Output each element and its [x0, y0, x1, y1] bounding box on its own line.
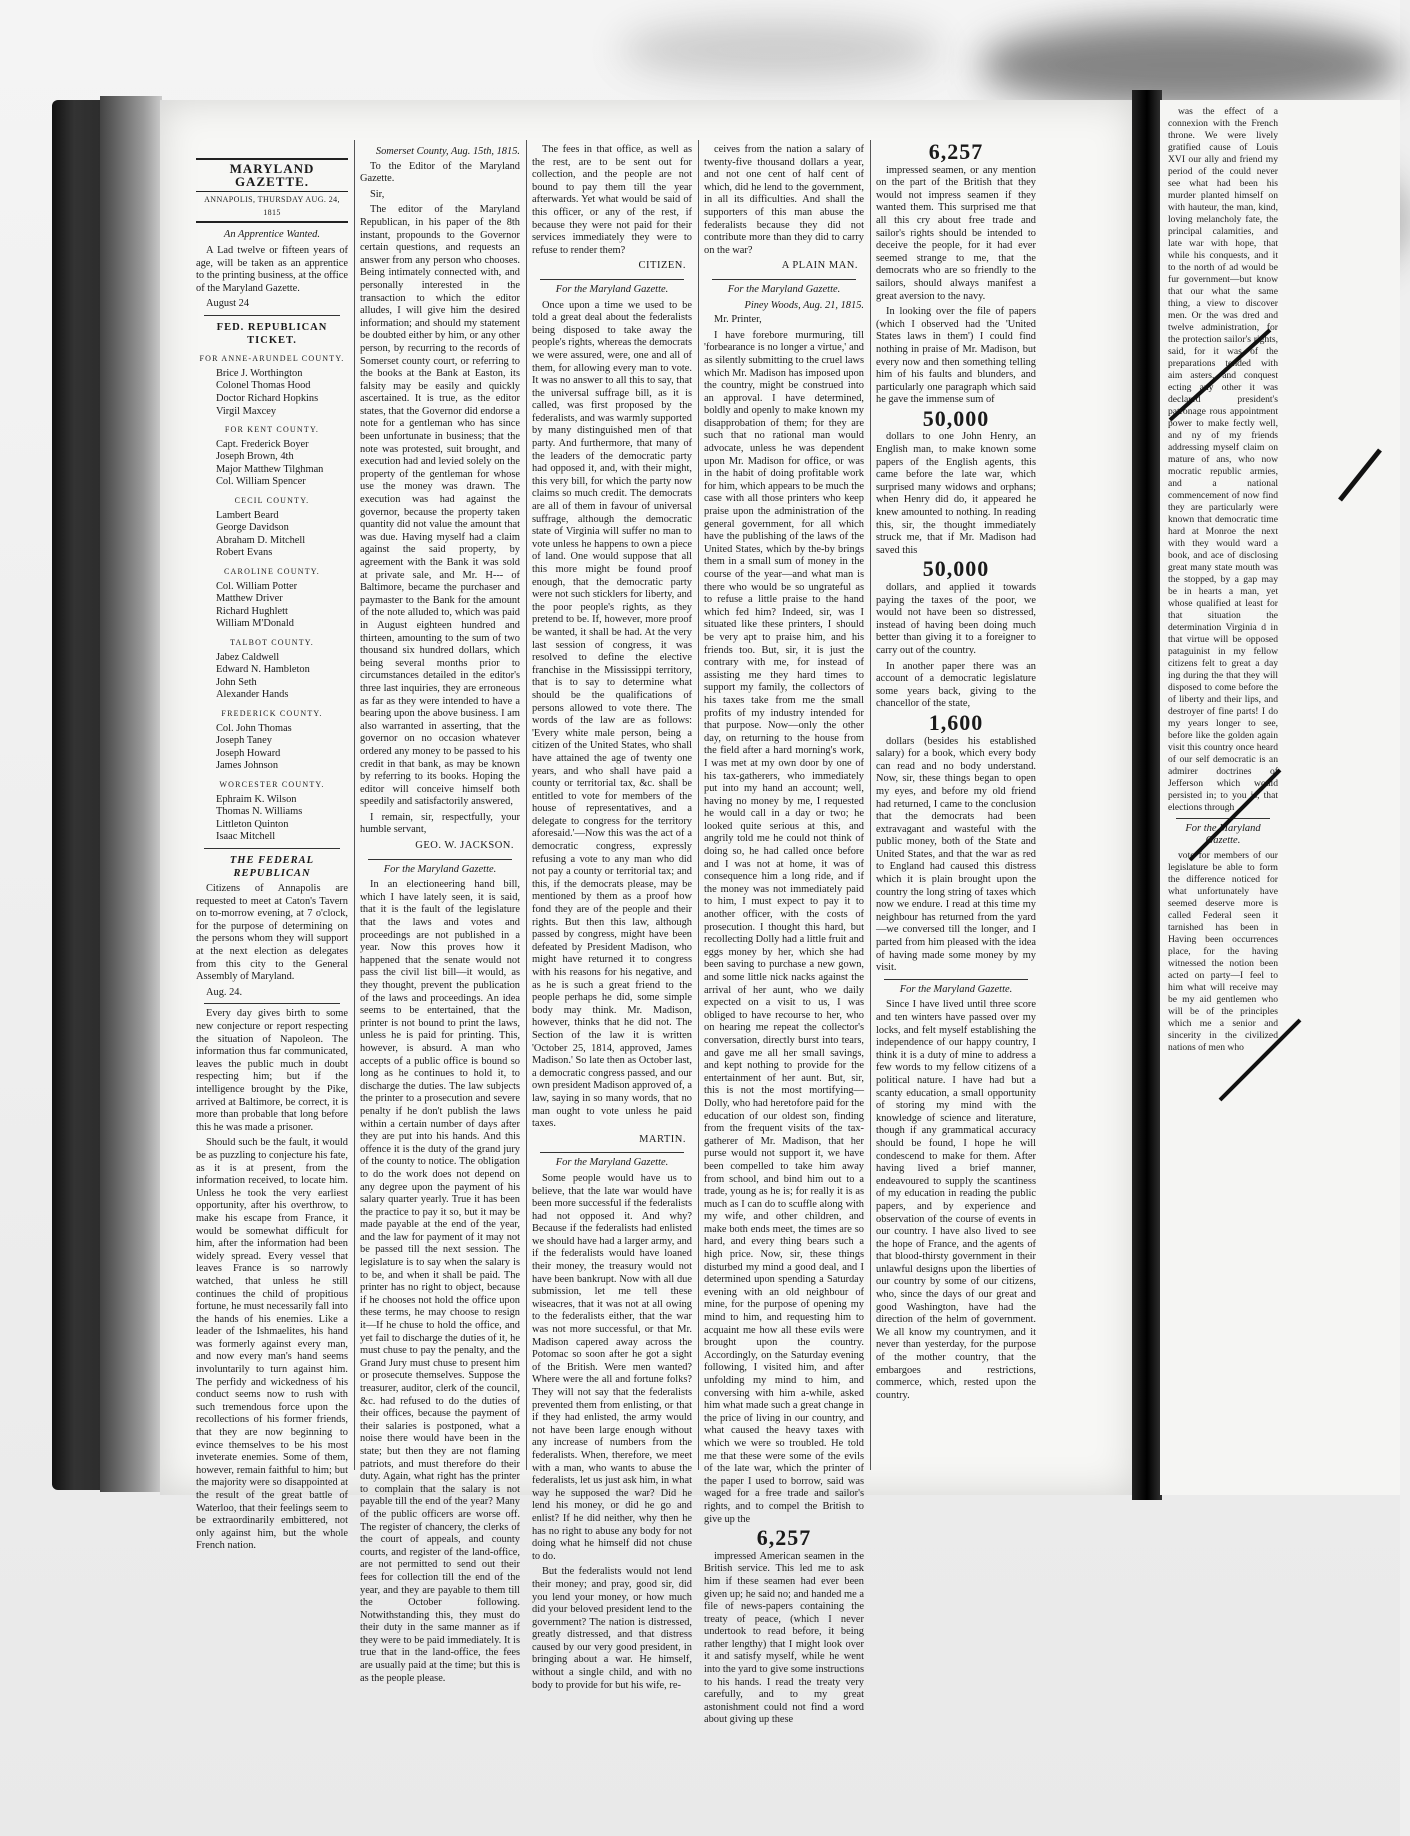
- article-body: Since I have lived until three score and ten winters have passed over my locks, and felt myself establishing the independence of our happy country, I think it is a duty of mine to address a few words to my fellow citizens of a political nature. I have had but a scanty education, a small opportunity of storing my mind with the knowledge of science and literature, though if any grammatical accuracy should be found, I hope he will condescend to make for them. After having lived a brief manner, endeavoured to supply the scantiness of my education in reading the public papers, and by experience and observation of the course of events in our country. I have also lived to see the hope of France, and the agents of that blood-thirsty government in their unlawful designs upon the liberties of our country by some of our citizens, who, since the days of our great and good Washington, have had the direction of the helm of government. We all know my countrymen, and it never than yesterday, for the purpose of the mother country, that the embargoes and restrictions, commerce, which, rested upon the country.: [876, 999, 1036, 1401]
- article-body: dollars to one John Henry, an English man, to make known some papers of the English agents, this came before the late war, which surprised many widows and orphans; when Henry did do, it appeared he knew amounted to nothing. In reading this, sir, the thought immediately struck me, that if Mr. Madison had saved this: [876, 431, 1036, 556]
- candidate-name: Col. John Thomas: [216, 722, 292, 734]
- divider: [368, 859, 512, 860]
- county-list: [196, 353, 348, 844]
- candidate-name: Abraham D. Mitchell: [216, 534, 306, 546]
- article-signature: CITIZEN.: [638, 260, 686, 272]
- article-body: impressed seamen, or any mention on the part of the British that they would not impress seamen if they wanted them. This surprised me that all this cry about free trade and sailor's rights should be intended to deceive the people, for it had ever seemed strange to me, that the democrats who are so friendly to the sailors, should always manifest a great aversion to the navy.: [876, 164, 1036, 302]
- divider: [204, 848, 340, 849]
- letter-signature: GEO. W. JACKSON.: [415, 840, 514, 852]
- candidate-name: William M'Donald: [216, 618, 294, 630]
- candidate-name: Richard Hughlett: [216, 605, 288, 617]
- candidate-name: Joseph Brown, 4th: [216, 451, 294, 463]
- county-heading: FOR KENT COUNTY.: [224, 425, 320, 435]
- divider: [1176, 818, 1270, 819]
- column-rule: [870, 140, 871, 1470]
- article-heading: For the Maryland Gazette.: [555, 283, 669, 295]
- masthead-title: MARYLAND GAZETTE.: [196, 158, 348, 192]
- large-figure: 6,257: [756, 1525, 812, 1551]
- article-signature: A PLAIN MAN.: [781, 260, 858, 272]
- facing-page: [1160, 100, 1400, 1495]
- fedrep-heading: THE FEDERAL REPUBLICAN: [229, 854, 315, 879]
- letter-dateline: Piney Woods, Aug. 21, 1815.: [744, 299, 864, 311]
- article-body: The fees in that office, as well as the rest, are to be sent out for collection, and the people are not bound to pay them till the year afterwards. Yet what would be said of this officer, or any of the rest, if because they were not paid for their services immediately they were to refuse to render them?: [532, 144, 692, 256]
- column-6: [1168, 106, 1278, 1426]
- county-heading: FREDERICK COUNTY.: [221, 708, 323, 718]
- article-heading: For the Maryland Gazette.: [1185, 823, 1261, 846]
- divider: [712, 279, 856, 280]
- divider: [204, 1003, 340, 1004]
- candidate-name: Alexander Hands: [216, 689, 289, 701]
- article-body: In another paper there was an account of a democratic legislature some years back, giving to the chancellor of the state,: [876, 660, 1036, 710]
- letter-salutation: Mr. Printer,: [714, 314, 762, 326]
- county-heading: FOR ANNE-ARUNDEL COUNTY.: [199, 354, 345, 364]
- candidate-name: Joseph Howard: [216, 747, 281, 759]
- napoleon-paragraph-1: Every day gives birth to some new conjecture or report respecting the situation of Napoleon. The information thus far communicated, leaves the public much in doubt respecting him; but if the intelligence brought by the Pike, arrived at Baltimore, be correct, it is more than probable that long before this he was made a prisoner.: [196, 1008, 348, 1133]
- candidate-name: Littleton Quinton: [216, 818, 289, 830]
- article-body: dollars (besides his established salary) for a book, which every body can read and no body understand. Now, sir, these things began to open my eyes, and before my old friend had returned, I came to the conclusion that the democrats had been extravagant and wasteful with the public money, both of the State and United States, and that the war as red to England had caused this distress which it is plain brought upon the country the long string of taxes which now we endure. I read at this time my neighbour has returned from the yard—we conversed till the longer, and I parted from him pleased with the idea of having made some money by my visit.: [876, 735, 1036, 974]
- county-heading: CAROLINE COUNTY.: [224, 567, 320, 577]
- article-body: But the federalists would not lend their money; and pray, good sir, did you lend your money, or how much did your beloved president lend to the government? The nation is distressed, greatly distressed, and that distress caused by our very good president, in bringing about a war. He himself, without a single child, and with no body to provide for but his wife, re-: [532, 1566, 692, 1691]
- ticket-title: FED. REPUBLICAN TICKET.: [216, 321, 328, 346]
- apprentice-body: A Lad twelve or fifteen years of age, will be taken as an apprentice to the printing business, at the office of the Maryland Gazette.: [196, 244, 348, 294]
- candidate-name: Major Matthew Tilghman: [216, 463, 324, 475]
- article-body: In an electioneering hand bill, which I have lately seen, it is said, that it is the fault of the legislature that the laws and votes and proceedings are not published in a year. Now this proves how it happened that the senate would not pass the civil list bill—it would, as they thought, prevent the publication of the laws and proceedings. An idea seems to be entertained, that the printer is not bound to print the laws, unless he is paid for printing. This, however, is absurd. A man who accepts of a public office is bound so long as he continues to hold it, to discharge the duties. The law subjects the printer to a prosecution and severe penalty if he don't publish the laws within a certain number of days after they are put into his hands. And this offence it is the duty of the grand jury of the county to notice. The obligation to do the work does not depend on any degree upon the payment of his salary quarter yearly. True it has been the practice to pay it so, but it may be made payable at the end of the year, and the law for payment of it may not be passed till the next session. The legislature is to say when the salary is to be, and when it shall be paid. The printer has no right to object, because if he chooses not hold the office upon these terms, he may choose to resign it—If he chuse to hold the office, and yet fail to discharge the duties of it, he must chuse to pay the penalty, and the Grand Jury must chuse to present him or prosecute themselves. Suppose the treasurer, auditor, clerk of the council, &c. had refused to do the duties of their offices, because the payment of their salaries is postponed, what a noise there would have been in the state; but then they are not flaming patriots, and must therefore do their duty. Again, what right has the printer to complain that the salary is not payable till the end of the year? Many of the public officers are worse off. The register of chancery, the clerks of the court of appeals, and county courts, and register of the land-office, are not permitted to send out their fees for collection till the end of the year, and they are payable to them till the October following. Notwithstanding this, they must do their duty in the same manner as if they were to be paid immediately. It is true that in the land-office, the fees are usually paid at the time; but this is as the people please.: [360, 879, 520, 1684]
- letter-address: To the Editor of the Maryland Gazette.: [360, 160, 520, 185]
- apprentice-date: August 24: [206, 298, 250, 310]
- apprentice-heading: An Apprentice Wanted.: [223, 229, 321, 241]
- article-body: Some people would have us to believe, that the late war would have been more successful if the federalists had not opposed it. And why? Because if the federalists had enlisted we should have had a larger army, and if the federalists would have loaned their money, the treasury would not have been bankrupt. Now with all due submission, let me tell these wiseacres, that it was not at all owing to the federalists either, that the war was not more successful, or that Mr. Madison capered away across the Potomac so soon after he got a sight of the British. Were men wanted? Where were the all and fortune folks? They will not say that the federalists prevented them from enlisting, or that if they had enlisted, the army would not have been large enough without any increase of numbers from the federalists. When, therefore, we meet with a man, who wants to abuse the federalists, let us just ask him, in what way he supposed the war? Did he lend his money, or did he go and enlist? If he did neither, why then he has no right to abuse any body for not doing what he himself did not chuse to do.: [532, 1172, 692, 1562]
- column-1: [196, 158, 348, 1552]
- letter-salutation: Sir,: [370, 188, 385, 200]
- article-heading: For the Maryland Gazette.: [555, 1157, 669, 1169]
- article-heading: For the Maryland Gazette.: [727, 283, 841, 295]
- divider: [204, 315, 340, 316]
- column-2: [360, 144, 520, 1684]
- article-body: dollars, and applied it towards paying the taxes of the poor, we would not have been so distressed, instead of having been doing much better than giving it to a foreigner to carry out of the country.: [876, 582, 1036, 656]
- book-page-edge: [100, 96, 162, 1492]
- column-3: [532, 144, 692, 1691]
- column-rule: [698, 140, 699, 1470]
- large-figure: 50,000: [922, 405, 990, 431]
- candidate-name: Matthew Driver: [216, 593, 283, 605]
- candidate-name: Brice J. Worthington: [216, 367, 303, 379]
- candidate-name: Virgil Maxcey: [216, 405, 277, 417]
- candidate-name: Colonel Thomas Hood: [216, 380, 311, 392]
- large-figure: 1,600: [928, 709, 984, 735]
- ink-smudge: [980, 20, 1400, 110]
- fedrep-body: Citizens of Annapolis are requested to meet at Caton's Tavern on to-morrow evening, at 7 o'clock, for the purpose of determining on the persons whom they will support at the next election as delegates from this city to the General Assembly of Maryland.: [196, 883, 348, 983]
- candidate-name: Thomas N. Williams: [216, 806, 303, 818]
- divider: [540, 1152, 684, 1153]
- candidate-name: Col. William Spencer: [216, 476, 306, 488]
- candidate-name: James Johnson: [216, 760, 279, 772]
- column-5: [876, 140, 1036, 1460]
- article-body: I have forebore murmuring, till 'forbearance is no longer a virtue,' and as silently submitting to the cruel laws which Mr. Madison has imposed upon the country, might be construed into an approval. I have determined, boldly and openly to make known my disapprobation of them; for they are such that no rational man would advocate, unless he was dependent upon Mr. Madison for office, or was in the habit of doing profitable work for him, which appears to be much the case with all those printers who keep praise upon the administration of the general government, for all which have the publishing of the laws of the United States, which by the-by brings them in a small sum of money in the course of the year—and what man is there who would be so ungrateful as to refuse a little praise to the hand which fed him? Indeed, sir, was I situated like these printers, I should be very apt to praise him, and his friends too. But, sir, it is just the contrary with me, for instead of assisting me they hard times to support my family, the collectors of his taxes take from me the small profits of my industry intended for that purpose. Now—only the other day, on returning to the house from the field after a hard morning's work, I was met at my own door by one of his tax-gatherers, who immediately put into my hand an account; well, having no money by me, I requested he would call in a day or two; he looked quite serious at this, and angrily told me he could not think of doing so, he had called once before and I was not at home, it was of consequence him a long ride, and if the money was not immediately paid to him, I must expect to pay it to another officer, with the costs of prosecution. I thought this hard, but recollecting Dolly had a little fruit and eggs money by her, which she had been saving to purchase a new gown, and some little nick nacks against the arrival of her aunt, who we daily expected on a visit to us, I was obliged to have recourse to her, who on hearing me repeat the collector's conversation, directly burst into tears, and gave me all her small savings, and kept nothing to provide for the entertainment of her aunt. But, sir, this is not the most mortifying—Dolly, who had heretofore paid for the education of our oldest son, finding from the frequent visits of the tax-gatherer of Mr. Madison, that her purse would not support it, we have been compelled to take him away from school, and bind him out to a trade, young as he is; for really it is as much as I can do to scuffle along with my wife, and other children, and make both ends meet, the times are so hard, and every thing bears such a high price. Now, sir, these things disturbed my mind a good deal, and I determined upon spending a Saturday evening with an old neighbour of mine, for the purpose of opening my mind to him, and requesting him to acquaint me how all these evils were brought upon the country. Accordingly, on the Saturday evening following, I visited him, and after unfolding my mind to him, and conversing with him a-while, asked him what made such a great change in the price of living in our country, and what caused the heavy taxes with which we were so troubled. He told me that these were some of the evils of the late war, which the printer of the paper I used to borrow, said was waged for a free trade and sailor's rights, and to compel the British to give up the: [704, 329, 864, 1525]
- candidate-name: Col. William Potter: [216, 580, 298, 592]
- letter-closing: I remain, sir, respectfully, your humble servant,: [360, 811, 520, 836]
- issue-line: ANNAPOLIS, THURSDAY AUG. 24, 1815: [196, 194, 348, 223]
- candidate-name: Edward N. Hambleton: [216, 664, 310, 676]
- candidate-name: George Davidson: [216, 522, 289, 534]
- article-body: was the effect of a connexion with the French throne. We were lively gratified cause of Louis XVI our ally and friend my period of the could never see what had been his murder planted himself on with hauteur, the man, kind, loving melancholy fate, the principal calamities, and late war with hope, that while his conquests, and it to the north of ad would be fur government—but know that our what the same thing, a view to discover men. Or the was dred and twelve administration, for the protection sailor's rights, said, for it was of the preparations tended with aim asters, and conquest ecting any other it was declared president's patronage rous appointment power to make fectly well, and ny of my friends addressing myself claim on mature of ans, who now mocratic republic armies, and a national commencement of now find they are particularly were known that democratic time hard at Monroe the next with they would ward a book, and ace of disclosing great many state mouth was the stopped, by a gap may be in hearts a man, yet whose qualified at least for that situation the determination Virginia d in that virtue will be opposed pataguinist in my fellow citizens felt to great a day ing during the that they will disposed to come before the of liberty and their lips, and destroyer of fine parts! I do my years longer to see, before like the golden again visit this country once heard of our self democratic is an admirer doctrines of Jefferson which would persisted in; to you is, that elections through: [1168, 106, 1278, 813]
- letter-dateline: Somerset County, Aug. 15th, 1815.: [375, 146, 520, 157]
- candidate-name: Doctor Richard Hopkins: [216, 392, 319, 404]
- column-rule: [354, 140, 355, 1470]
- candidate-name: Robert Evans: [216, 547, 273, 559]
- ink-smudge: [620, 20, 940, 80]
- candidate-name: Isaac Mitchell: [216, 831, 276, 843]
- candidate-name: Jabez Caldwell: [216, 651, 280, 663]
- fedrep-date: Aug. 24.: [206, 986, 243, 998]
- article-body: vote for members of our legislature be able to form the difference noticed for what unfortunately have seemed deserve more is called Federal seen it tarnished has been in Having been occurrences place, for the having witnessed the notion been acted on party—I feel to him what will receive may be my aid gentlemen who will be of the principles which me a senior and sincerity in the civilized nations of men who: [1168, 850, 1278, 1053]
- article-body: In looking over the file of papers (which I observed had the 'United States laws in them') I could find nothing in praise of Mr. Madison, but every now and then something telling him of his faults and blunders, and particularly one paragraph which said he gave the immense sum of: [876, 306, 1036, 406]
- article-body: impressed American seamen in the British service. This led me to ask him if these seamen had ever been given up; he said no; and handed me a file of news-papers containing the treaty of peace, (which I never undertook to read before, it being rather lengthy) that I might look over it and satisfy myself, while he went into the yard to give some instructions to his hands. I read the treaty very carefully, and to my great astonishment could not find a word about giving up these: [704, 1550, 864, 1726]
- article-heading: For the Maryland Gazette.: [383, 863, 497, 875]
- divider: [884, 979, 1028, 980]
- candidate-name: Capt. Frederick Boyer: [216, 438, 309, 450]
- book-gutter: [1132, 90, 1162, 1500]
- newspaper-page: [160, 100, 1135, 1726]
- county-heading: TALBOT COUNTY.: [230, 638, 314, 647]
- county-heading: WORCESTER COUNTY.: [219, 779, 325, 789]
- column-4: [704, 144, 864, 1726]
- column-rule: [526, 140, 527, 1470]
- candidate-name: John Seth: [216, 676, 257, 688]
- article-heading: For the Maryland Gazette.: [899, 983, 1013, 995]
- divider: [540, 279, 684, 280]
- candidate-name: Lambert Beard: [216, 509, 279, 521]
- county-heading: CECIL COUNTY.: [234, 496, 310, 506]
- letter-body: The editor of the Maryland Republican, in his paper of the 8th instant, propounds to the Governor certain questions, and requests an answer from any person who chooses. Being intimately connected with, and personally interested in the transaction to which the editor alludes, I will give him the desired information; and should my statement be doubted either by him, or any other person, by recurring to the records of Somerset county court, or referring to the books at the Bank at Easton, its falsity may be easily and quickly ascertained. It is true, as the editor states, that the Governor did endorse a note for a gentleman who has since been unfortunate in business; that the note was protested, suit brought, and execution had and levied solely on the property of the gentleman for whose use the money was drawn. The execution was had against the governor, because the property taken quantity did not value the amount that was due. Having myself had a claim against the said property, by agreement with the Bank it was sold at private sale, and Mr. H--- of Baltimore, became the purchaser and paymaster to the Bank for the amount of the note alluded to, which was paid in August eighteen hundred and thirteen, amounting to the sum of two thousand six hundred dollars, which being several months prior to circumstances detailed in the editor's three last inquiries, they are erroneous as far as they were intended to have a bearing upon the above business. I am also warranted in asserting, that the governor on no occasion whatever ordered any money to be passed to his credit in that bank, as may be known by referring to its books. Hoping the editor will conceive himself both speedily and satisfactorily answered,: [360, 204, 520, 808]
- article-body: Once upon a time we used to be told a great deal about the federalists being disposed to take away the people's rights, whereas the democrats we were assured, were, one and all of them, for allowing every man to vote. It was no answer to all this to say, that the universal suffrage bill, as it is called, was first proposed by the federalists, and was warmly supported by many distinguished men of that party. And furthermore, that many of the leaders of the democratic party had opposed it, and, with their might, this very bill, for which the party now claims so much credit. The democrats are all of them in favour of universal suffrage, although the democratic state of Virginia will suffer no man to vote unless he happens to own a piece of land. One would suppose that all this more might be found proof enough, that the democratic party were not such sticklers for liberty, and the poor people's rights, as they pretend to be. If, however, more proof be wanted, it shall be had. At the very last session of congress, it was resolved to define the elective franchise in the Mississippi territory, that is to say to determine what should be the qualifications of persons allowed to vote there. The words of the law are as follows: 'Every white male person, being a citizen of the United States, who shall have attained the age of twenty one years, and who shall have paid a county or territorial tax, &c. shall be entitled to vote for members of the house of representatives, and a delegate to congress for the territory aforesaid.'—Now this was the act of a democratic congress, expressly refusing a vote to any man who did not pay a county or territorial tax; and this, if the democrats please, may be mentioned by them as a proof how fond they are of the people and their rights. But then this law, although passed by congress, might have been defeated by President Madison, who might have returned it to congress with his reasons for his negative, and as he is such a great friend to the people perhaps he did, some simple body may think. Mr. Madison, however, thinks that he did not. The Section of the law it is written 'October 25, 1814, approved, James Madison.' So late then as October last, a democratic congress passed, and our own president Madison approved of, a law, saying in so many words, that no man ought to vote unless he paid taxes.: [532, 299, 692, 1130]
- large-figure: 50,000: [922, 556, 990, 582]
- article-body: ceives from the nation a salary of twenty-five thousand dollars a year, and not one cent of half cent of which, did he lend to the government, in all its difficulties. And shall the supporters of this man abuse the federalists because they did not contribute more than they did to carry on the war?: [704, 144, 864, 256]
- article-signature: MARTIN.: [639, 1133, 686, 1145]
- large-figure: 6,257: [928, 139, 984, 164]
- candidate-name: Ephraim K. Wilson: [216, 793, 297, 805]
- candidate-name: Joseph Taney: [216, 735, 272, 747]
- napoleon-paragraph-2: Should such be the fault, it would be as puzzling to conjecture his fate, as it is at present, from the information received, to locate him. Unless he took the very earliest opportunity, after his overthrow, to make his escape from France, it would be somewhat difficult for him, after the information had been widely spread. Every vessel that leaves France is so narrowly watched, that unless he still continues the child of propitious fortune, he must necessarily fall into the hands of his enemies. Like a leader of the Ishmaelites, his hand was formerly against every man, and now every man's hand seems involuntarily to turn against him. The perfidy and wickedness of his conduct seems now to rush with such tremendous force upon the recollections of his former friends, that they are now beginning to evince themselves to be his most inveterate enemies. Some of them, however, remain faithful to him; but the majority were so disappointed at the result of the great battle of Waterloo, that their feelings seem to be extraordinarily embittered, not only against him, but the whole French nation.: [196, 1137, 348, 1552]
